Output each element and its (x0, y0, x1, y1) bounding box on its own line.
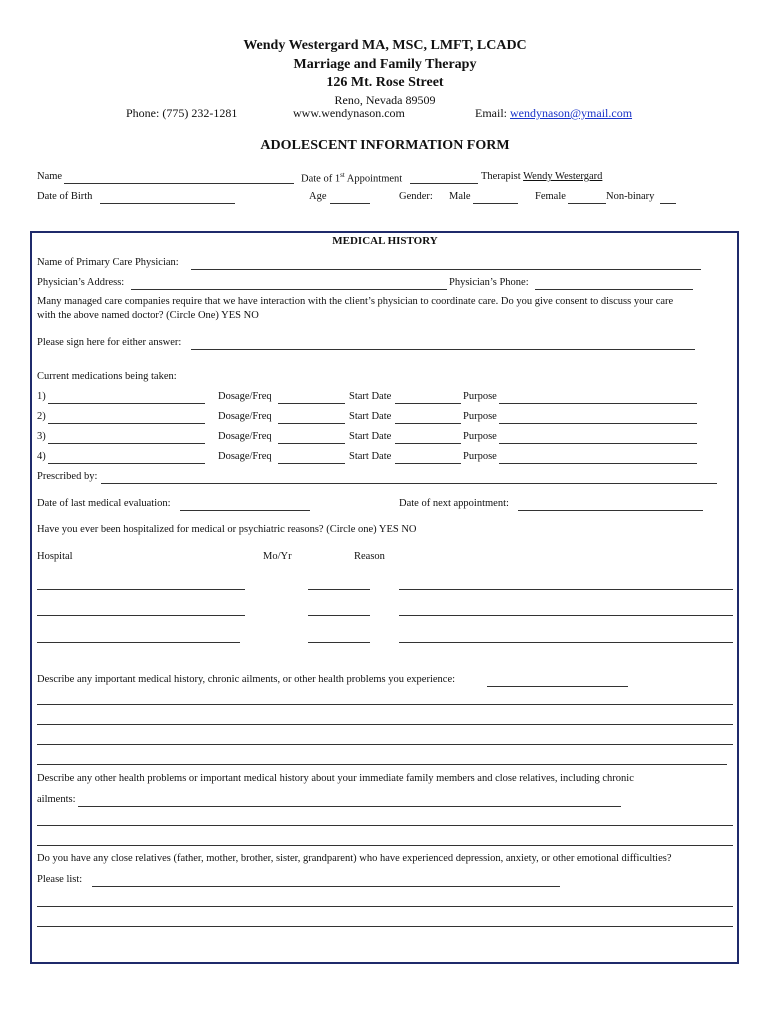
dosage-label: Dosage/Freq (218, 411, 272, 422)
prescribed-by-field[interactable] (101, 483, 717, 484)
physician-phone-field[interactable] (535, 289, 693, 290)
physician-address-label: Physician’s Address: (37, 277, 125, 288)
reason-column-header: Reason (354, 551, 385, 562)
describe-medical-line[interactable] (37, 744, 733, 745)
header-street: 126 Mt. Rose Street (326, 75, 444, 90)
purpose-field[interactable] (499, 463, 697, 464)
first-appt-field[interactable] (410, 183, 478, 184)
dosage-label: Dosage/Freq (218, 451, 272, 462)
relatives-question: Do you have any close relatives (father, mother, brother, sister, grandparent) who have experienced depression, anxiety, or other emotional difficulties? (37, 853, 672, 864)
purpose-field[interactable] (499, 403, 697, 404)
male-label: Male (449, 191, 471, 202)
reason-field[interactable] (399, 615, 733, 616)
physician-phone-label: Physician’s Phone: (449, 277, 529, 288)
therapist-label: Therapist Wendy Westergard (481, 171, 603, 182)
reason-field[interactable] (399, 589, 733, 590)
female-label: Female (535, 191, 566, 202)
header-phone: Phone: (775) 232-1281 (126, 106, 238, 120)
please-list-field[interactable] (92, 886, 560, 887)
hospital-field[interactable] (37, 642, 240, 643)
dosage-field[interactable] (278, 463, 345, 464)
med-number: 4) (37, 451, 46, 462)
dosage-field[interactable] (278, 423, 345, 424)
purpose-field[interactable] (499, 423, 697, 424)
age-label: Age (309, 191, 327, 202)
start-date-label: Start Date (349, 411, 392, 422)
first-appt-label: Date of 1st Appointment (301, 171, 403, 185)
therapist-name: Wendy Westergard (523, 171, 603, 182)
describe-medical-label: Describe any important medical history, chronic ailments, or other health problems you experience: (37, 674, 456, 685)
med-number: 3) (37, 431, 46, 442)
last-eval-label: Date of last medical evaluation: (37, 498, 171, 509)
moyr-field[interactable] (308, 615, 370, 616)
family-history-line[interactable] (37, 825, 733, 826)
start-date-field[interactable] (395, 403, 461, 404)
consent-text-2: with the above named doctor? (Circle One) YES NO (37, 310, 259, 321)
describe-medical-field[interactable] (487, 686, 628, 687)
physician-address-field[interactable] (131, 289, 447, 290)
medical-history-title: MEDICAL HISTORY (332, 235, 438, 247)
medication-field[interactable] (48, 403, 205, 404)
female-field[interactable] (568, 203, 606, 204)
start-date-field[interactable] (395, 463, 461, 464)
purpose-label: Purpose (463, 451, 497, 462)
header-email (475, 106, 632, 121)
hospital-field[interactable] (37, 615, 245, 616)
start-date-label: Start Date (349, 451, 392, 462)
nonbinary-label: Non-binary (606, 191, 655, 202)
pcp-label: Name of Primary Care Physician: (37, 257, 179, 268)
describe-medical-line[interactable] (37, 764, 727, 765)
describe-medical-line[interactable] (37, 724, 733, 725)
email-link[interactable]: wendynason@ymail.com (510, 106, 633, 120)
hospitalized-question: Have you ever been hospitalized for medical or psychiatric reasons? (Circle one) YES NO (37, 524, 417, 535)
dosage-label: Dosage/Freq (218, 431, 272, 442)
hospital-field[interactable] (37, 589, 245, 590)
medication-field[interactable] (48, 443, 205, 444)
dob-label: Date of Birth (37, 191, 93, 202)
purpose-label: Purpose (463, 411, 497, 422)
ailments-label: ailments: (37, 794, 76, 805)
reason-field[interactable] (399, 642, 733, 643)
ailments-field[interactable] (78, 806, 621, 807)
dob-field[interactable] (100, 203, 235, 204)
medications-label: Current medications being taken: (37, 371, 177, 382)
pcp-field[interactable] (191, 269, 701, 270)
male-field[interactable] (473, 203, 518, 204)
nonbinary-field[interactable] (660, 203, 676, 204)
purpose-field[interactable] (499, 443, 697, 444)
header-practice: Marriage and Family Therapy (293, 57, 477, 72)
age-field[interactable] (330, 203, 370, 204)
form-title: ADOLESCENT INFORMATION FORM (260, 138, 510, 153)
header-practitioner: Wendy Westergard MA, MSC, LMFT, LCADC (243, 38, 527, 53)
med-number: 2) (37, 411, 46, 422)
relatives-line[interactable] (37, 906, 733, 907)
moyr-field[interactable] (308, 642, 370, 643)
gender-label: Gender: (399, 191, 433, 202)
describe-medical-line[interactable] (37, 704, 733, 705)
header-website[interactable]: www.wendynason.com (293, 106, 405, 120)
relatives-line[interactable] (37, 926, 733, 927)
start-date-label: Start Date (349, 391, 392, 402)
start-date-field[interactable] (395, 443, 461, 444)
purpose-label: Purpose (463, 391, 497, 402)
family-history-line[interactable] (37, 845, 733, 846)
next-appt-label: Date of next appointment: (399, 498, 509, 509)
purpose-label: Purpose (463, 431, 497, 442)
prescribed-by-label: Prescribed by: (37, 471, 98, 482)
consent-text-1: Many managed care companies require that we have interaction with the client’s physician to coordinate care. Do you give consent to discuss your care (37, 296, 674, 307)
dosage-field[interactable] (278, 443, 345, 444)
medication-field[interactable] (48, 423, 205, 424)
start-date-field[interactable] (395, 423, 461, 424)
email-label: Email: (475, 106, 510, 120)
moyr-column-header: Mo/Yr (263, 551, 292, 562)
family-history-label: Describe any other health problems or important medical history about your immediate family members and close relatives, including chronic (37, 773, 634, 784)
header-city: Reno, Nevada 89509 (334, 93, 436, 107)
dosage-label: Dosage/Freq (218, 391, 272, 402)
name-label: Name (37, 171, 63, 182)
start-date-label: Start Date (349, 431, 392, 442)
please-list-label: Please list: (37, 874, 83, 885)
medication-field[interactable] (48, 463, 205, 464)
dosage-field[interactable] (278, 403, 345, 404)
med-number: 1) (37, 391, 46, 402)
sign-label: Please sign here for either answer: (37, 337, 182, 348)
next-appt-field[interactable] (518, 510, 703, 511)
hospital-column-header: Hospital (37, 551, 73, 562)
last-eval-field[interactable] (180, 510, 310, 511)
sign-field[interactable] (191, 349, 695, 350)
moyr-field[interactable] (308, 589, 370, 590)
name-field[interactable] (64, 183, 294, 184)
